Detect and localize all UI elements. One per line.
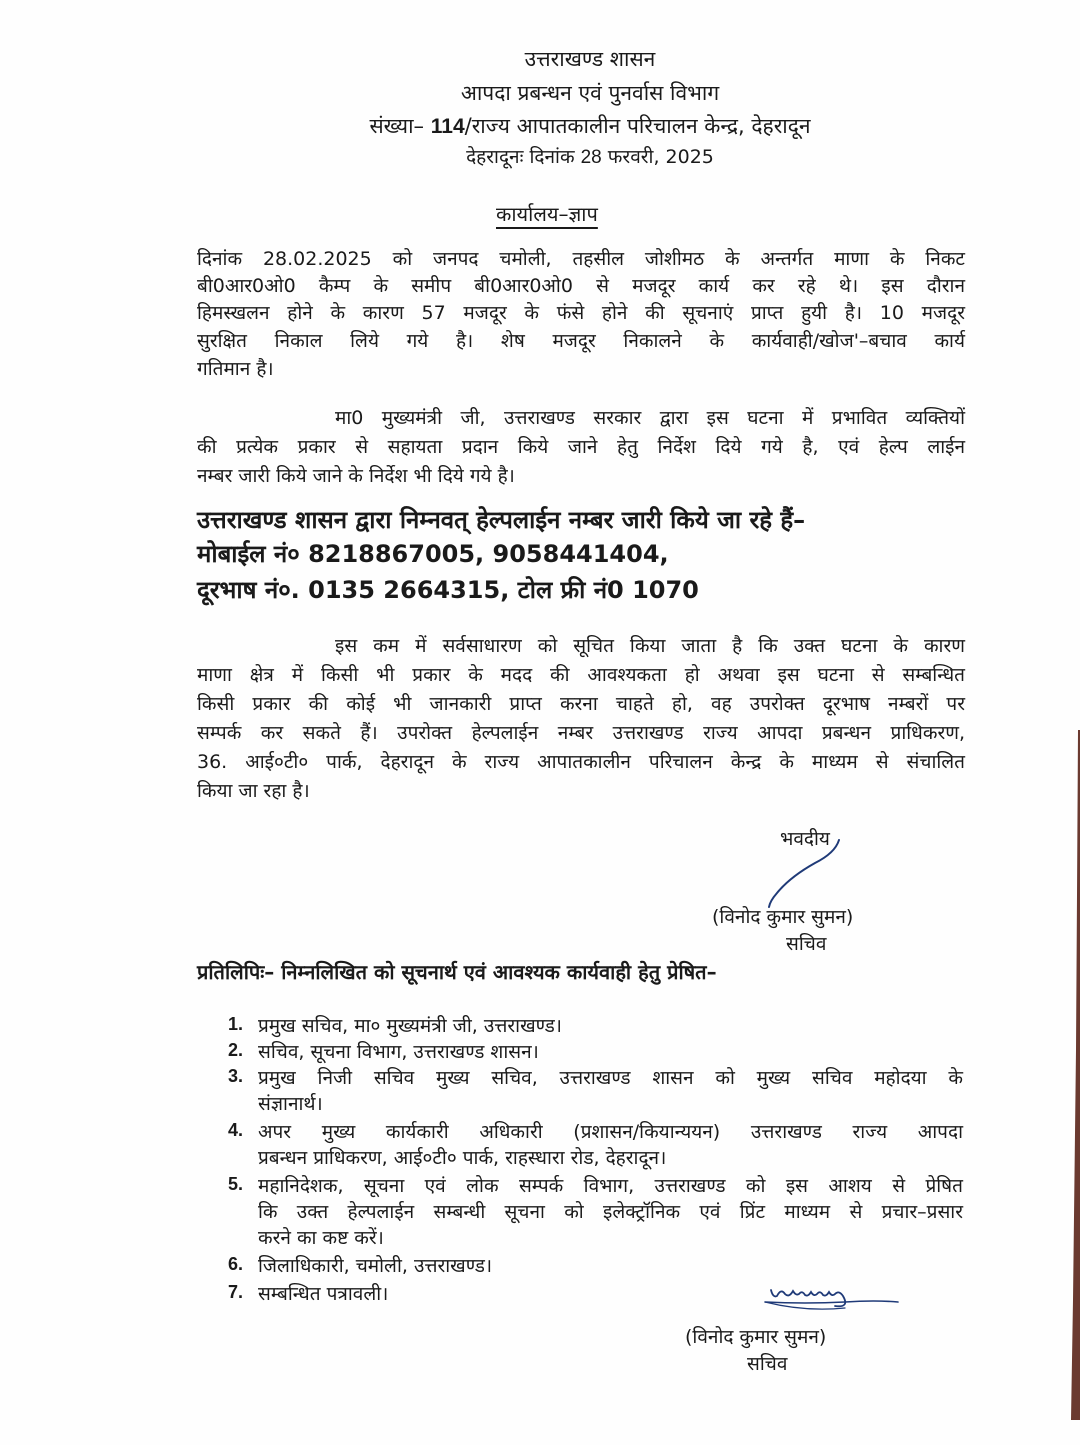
list-item: सचिव, सूचना विभाग, उत्तराखण्ड शासन। <box>258 1041 539 1063</box>
copy-to-heading: प्रतिलिपिः– निम्नलिखित को सूचनार्थ एवं आवश्यक कार्यवाही हेतु प्रेषित– <box>197 960 717 984</box>
mobile-label: मोबाईल नं० <box>197 540 309 568</box>
tollfree-number: 1070 <box>632 576 699 604</box>
department-name: आपदा प्रबन्धन एवं पुनर्वास विभाग <box>460 81 720 105</box>
list-item-number: 6. <box>228 1254 244 1274</box>
list-item-continuation: प्रबन्धन प्राधिकरण, आई०टी० पार्क, राहस्धारा रोड, देहरादून। <box>258 1147 667 1169</box>
paragraph-line: किसी प्रकार की कोई भी जानकारी प्राप्त करना चाहते हो, वह उपरोक्त दूरभाष नम्बरों पर <box>197 693 965 715</box>
paragraph-line: माणा क्षेत्र में किसी भी प्रकार के मदद की आवश्यकता हो अथवा इस घटना से सम्बन्धित <box>197 664 965 686</box>
list-item: प्रमुख सचिव, मा० मुख्यमंत्री जी, उत्तराखण्ड। <box>258 1015 563 1037</box>
signatory-name-2: (विनोद कुमार सुमन) <box>685 1326 827 1348</box>
paragraph-line: 36. आई०टी० पार्क, देहरादून के राज्य आपातकालीन परिचालन केन्द्र के माध्यम से संचालित <box>197 751 965 773</box>
list-item-number: 2. <box>228 1040 244 1060</box>
signatory-designation: सचिव <box>786 933 827 955</box>
paragraph-line: हिमस्खलन होने के कारण 57 मजदूर के फंसे होने की सूचनाएं प्राप्त हुयी है। 10 मजदूर <box>197 302 965 324</box>
list-item-continuation: संज्ञानार्थ। <box>258 1093 323 1115</box>
paragraph-line: सम्पर्क कर सकते हैं। उपरोक्त हेल्पलाईन नम्बर उत्तराखण्ड राज्य आपदा प्रबन्धन प्राधिकरण, <box>197 722 965 744</box>
list-item: प्रमुख निजी सचिव मुख्य सचिव, उत्तराखण्ड शासन को मुख्य सचिव महोदया के <box>258 1067 963 1089</box>
list-item-number: 1. <box>228 1014 244 1034</box>
signatory-designation-2: सचिव <box>747 1353 788 1375</box>
closing-salutation: भवदीय <box>780 828 830 850</box>
mobile-numbers: 8218867005, 9058441404, <box>308 540 669 568</box>
paragraph-line: सुरक्षित निकाल लिये गये है। शेष मजदूर निकालने के कार्यवाही/खोज'–बचाव कार्य <box>197 330 965 352</box>
paragraph-line: नम्बर जारी किये जाने के निर्देश भी दिये गये है। <box>197 465 515 487</box>
paragraph-line: गतिमान है। <box>197 358 274 380</box>
tollfree-label: टोल फ्री नं0 <box>509 576 633 604</box>
paragraph-line: बी0आर0ओ0 कैम्प के समीप बी0आर0ओ0 से मजदूर कार्य कर रहे थे। इस दौरान <box>197 275 965 297</box>
helpline-mobile <box>197 537 669 570</box>
paragraph-line: इस कम में सर्वसाधारण को सूचित किया जाता है कि उक्त घटना के कारण <box>335 635 965 657</box>
list-item: जिलाधिकारी, चमोली, उत्तराखण्ड। <box>258 1255 493 1277</box>
list-item-continuation: करने का कष्ट करें। <box>258 1227 384 1249</box>
paragraph-line: मा0 मुख्यमंत्री जी, उत्तराखण्ड सरकार द्वारा इस घटना में प्रभावित व्यक्तियों <box>335 407 965 429</box>
signatory-name: (विनोद कुमार सुमन) <box>712 906 854 928</box>
page-edge-background <box>1060 0 1080 1445</box>
paragraph-line: दिनांक 28.02.2025 को जनपद चमोली, तहसील जोशीमठ के अन्तर्गत माणा के निकट <box>197 248 965 270</box>
list-item-number: 4. <box>228 1120 244 1140</box>
list-item: सम्बन्धित पत्रावली। <box>258 1283 389 1305</box>
helpline-landline <box>197 573 699 606</box>
list-item: अपर मुख्य कार्यकारी अधिकारी (प्रशासन/कियान्ययन) उत्तराखण्ड राज्य आपदा <box>258 1121 963 1143</box>
landline-label: दूरभाष नं०. <box>197 576 309 604</box>
reference-number <box>300 112 880 140</box>
list-item-continuation: कि उक्त हेल्पलाईन सम्बन्धी सूचना को इलेक्ट्रॉनिक एवं प्रिंट माध्यम से प्रचार–प्रसार <box>258 1201 963 1223</box>
handwritten-signature <box>765 1282 905 1317</box>
helpline-intro: उत्तराखण्ड शासन द्वारा निम्नवत् हेल्पलाईन नम्बर जारी किये जा रहे हैं– <box>197 506 806 534</box>
date-prefix: देहरादूनः दिनांक <box>466 146 575 168</box>
list-item-number: 5. <box>228 1174 244 1194</box>
paragraph-line: किया जा रहा है। <box>197 780 310 802</box>
government-name: उत्तराखण्ड शासन <box>524 47 656 71</box>
list-item-number: 7. <box>228 1282 244 1302</box>
reference-no: 114 <box>430 115 465 138</box>
date-month-year: फरवरी, 2025 <box>607 146 714 168</box>
list-item: महानिदेशक, सूचना एवं लोक सम्पर्क विभाग, उत्तराखण्ड को इस आशय से प्रेषित <box>258 1175 963 1197</box>
paragraph-line: की प्रत्येक प्रकार से सहायता प्रदान किये जाने हेतु निर्देश दिये गये है, एवं हेल्प लाईन <box>197 436 965 458</box>
list-item-number: 3. <box>228 1066 244 1086</box>
landline-number: 0135 2664315, <box>308 576 510 604</box>
letter-date <box>300 143 880 169</box>
reference-suffix: /राज्य आपातकालीन परिचालन केन्द्र, देहरादून <box>464 114 811 138</box>
memo-title: कार्यालय–ज्ञाप <box>496 202 598 226</box>
reference-prefix: संख्या– <box>369 114 425 138</box>
date-day: 28 <box>580 147 602 168</box>
